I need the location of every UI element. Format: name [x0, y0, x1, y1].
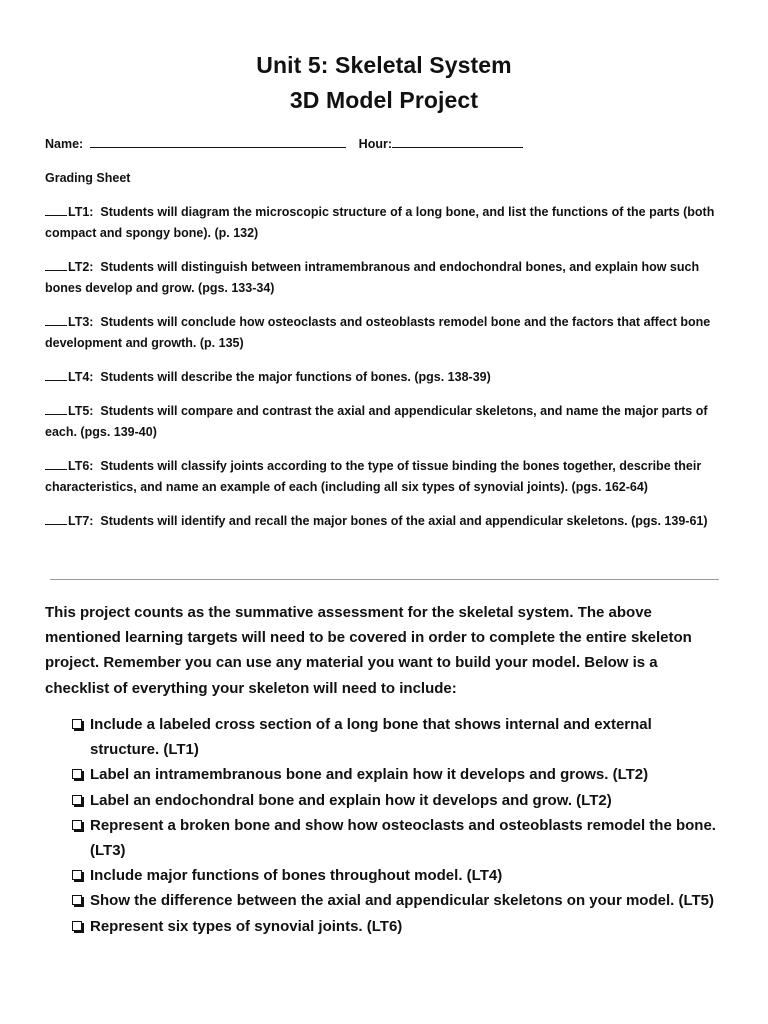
lt-code: LT3: — [68, 315, 94, 329]
lt-text: Students will describe the major functions of bones. (pgs. 138-39) — [100, 370, 491, 384]
lt-code: LT6: — [68, 459, 94, 473]
page-subtitle: 3D Model Project — [289, 87, 479, 113]
checklist-item-text: Include a labeled cross section of a long bone that shows internal and external structure. (LT1) — [90, 716, 652, 759]
name-field[interactable] — [90, 134, 346, 148]
lt-text: Students will conclude how osteoclasts and osteoblasts remodel bone and the factors that affect bone development and growth. (p. 135) — [45, 315, 711, 350]
score-blank[interactable] — [45, 457, 67, 470]
checkbox-icon[interactable] — [72, 795, 82, 805]
intro-paragraph: This project counts as the summative assessment for the skeletal system. The above mentioned learning targets will need to be covered in order to complete the entire skeleton project. Remember you can use any material you want to build your model. Below is a checklist of everything your skeleton will need to include: — [45, 604, 692, 697]
checklist-item — [72, 788, 722, 813]
hour-label: Hour: — [358, 137, 392, 151]
score-blank[interactable] — [45, 368, 67, 381]
checkbox-icon[interactable] — [72, 921, 82, 931]
checklist-item-text: Represent six types of synovial joints. (LT6) — [90, 917, 403, 935]
score-blank[interactable] — [45, 512, 67, 525]
checkbox-icon[interactable] — [72, 769, 82, 779]
checkbox-icon[interactable] — [72, 820, 82, 830]
checkbox-icon[interactable] — [72, 719, 82, 729]
checklist-item-text: Include major functions of bones throughout model. (LT4) — [90, 867, 503, 885]
checklist-item-text: Label an intramembranous bone and explain how it develops and grows. (LT2) — [90, 766, 649, 784]
checklist-item — [72, 762, 722, 787]
lt-code: LT5: — [68, 404, 94, 418]
lt-text: Students will diagram the microscopic structure of a long bone, and list the functions of the parts (both compact and spongy bone). (p. 132) — [45, 205, 715, 240]
section-divider — [50, 579, 719, 580]
hour-field[interactable] — [392, 134, 523, 148]
checkbox-icon[interactable] — [72, 870, 82, 880]
name-hour-row — [45, 134, 523, 155]
learning-target-lt7 — [45, 511, 720, 532]
checklist-item — [72, 914, 722, 939]
checklist-item-text: Represent a broken bone and show how osteoclasts and osteoblasts remodel the bone. (LT3) — [90, 816, 716, 860]
lt-code: LT7: — [68, 514, 94, 528]
name-label: Name: — [45, 137, 84, 151]
score-blank[interactable] — [45, 402, 67, 415]
lt-code: LT4: — [68, 370, 94, 384]
checklist-item — [72, 863, 722, 888]
score-blank[interactable] — [45, 203, 67, 216]
learning-target-lt5 — [45, 401, 720, 443]
lt-text: Students will classify joints according to the type of tissue binding the bones together, describe their characteristics, and name an example of each (including all six types of synovial joints). (pgs. 162-64) — [45, 459, 702, 494]
lt-text: Students will identify and recall the major bones of the axial and appendicular skeletons. (pgs. 139-61) — [100, 514, 708, 528]
lt-text: Students will compare and contrast the axial and appendicular skeletons, and name the major parts of each. (pgs. 139-40) — [45, 404, 708, 439]
score-blank[interactable] — [45, 258, 67, 271]
learning-target-lt4 — [45, 367, 720, 388]
checkbox-icon[interactable] — [72, 895, 82, 905]
checklist-item-text: Show the difference between the axial and appendicular skeletons on your model. (LT5) — [90, 892, 715, 910]
learning-target-lt3 — [45, 312, 720, 354]
lt-text: Students will distinguish between intramembranous and endochondral bones, and explain how such bones develop and grow. (pgs. 133-34) — [45, 260, 700, 295]
checklist-item — [72, 888, 722, 913]
learning-target-lt1 — [45, 202, 720, 244]
lt-code: LT2: — [68, 260, 94, 274]
lt-code: LT1: — [68, 205, 94, 219]
checklist-item-text: Label an endochondral bone and explain how it develops and grow. (LT2) — [90, 791, 612, 809]
checklist-item — [72, 712, 722, 762]
requirements-checklist — [72, 712, 722, 939]
learning-target-lt2 — [45, 257, 720, 299]
learning-target-lt6 — [45, 456, 720, 498]
page-title: Unit 5: Skeletal System — [256, 52, 512, 78]
checklist-item — [72, 813, 722, 863]
grading-sheet-label: Grading Sheet — [45, 171, 131, 185]
score-blank[interactable] — [45, 313, 67, 326]
